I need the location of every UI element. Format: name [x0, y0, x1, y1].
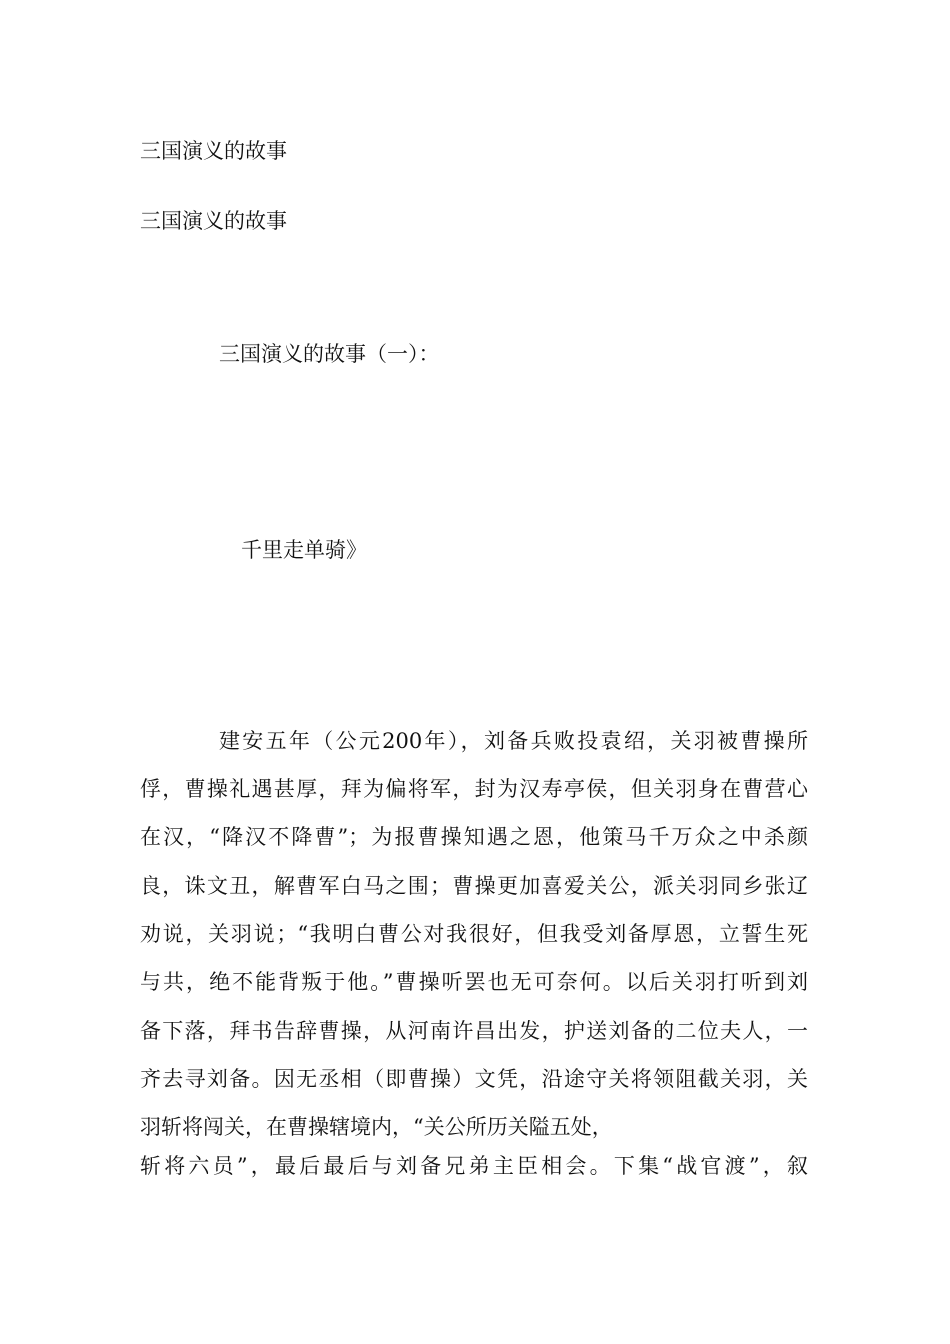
- paragraph-line: 备下落，拜书告辞曹操，从河南许昌出发，护送刘备的二位夫人，一: [140, 1019, 808, 1043]
- story-heading: 千里走单骑》: [241, 538, 367, 562]
- document-title-repeat: 三国演义的故事: [140, 209, 287, 233]
- paragraph-line: 斩将六员”，最后最后与刘备兄弟主臣相会。下集“战官渡”，叙: [140, 1154, 808, 1178]
- paragraph-line: 与共，绝不能背叛于他。”曹操听罢也无可奈何。以后关羽打听到刘: [140, 970, 808, 994]
- paragraph-line: 良，诛文丑，解曹军白马之围；曹操更加喜爱关公，派关羽同乡张辽: [140, 874, 808, 898]
- document-title: 三国演义的故事: [140, 139, 287, 163]
- paragraph-line: 在汉，“降汉不降曹”；为报曹操知遇之恩，他策马千万众之中杀颜: [140, 825, 808, 849]
- paragraph-line: 劝说，关羽说；“我明白曹公对我很好，但我受刘备厚恩，立誓生死: [140, 922, 808, 946]
- paragraph-line: 建安五年（公元200年），刘备兵败投袁绍，关羽被曹操所: [219, 729, 808, 753]
- paragraph-line: 俘，曹操礼遇甚厚，拜为偏将军，封为汉寿亭侯，但关羽身在曹营心: [140, 777, 808, 801]
- paragraph-line: 齐去寻刘备。因无丞相（即曹操）文凭，沿途守关将领阻截关羽，关: [140, 1067, 808, 1091]
- paragraph-line: 羽斩将闯关，在曹操辖境内，“关公所历关隘五处，: [140, 1115, 613, 1139]
- section-subtitle: 三国演义的故事（一）：: [219, 342, 440, 366]
